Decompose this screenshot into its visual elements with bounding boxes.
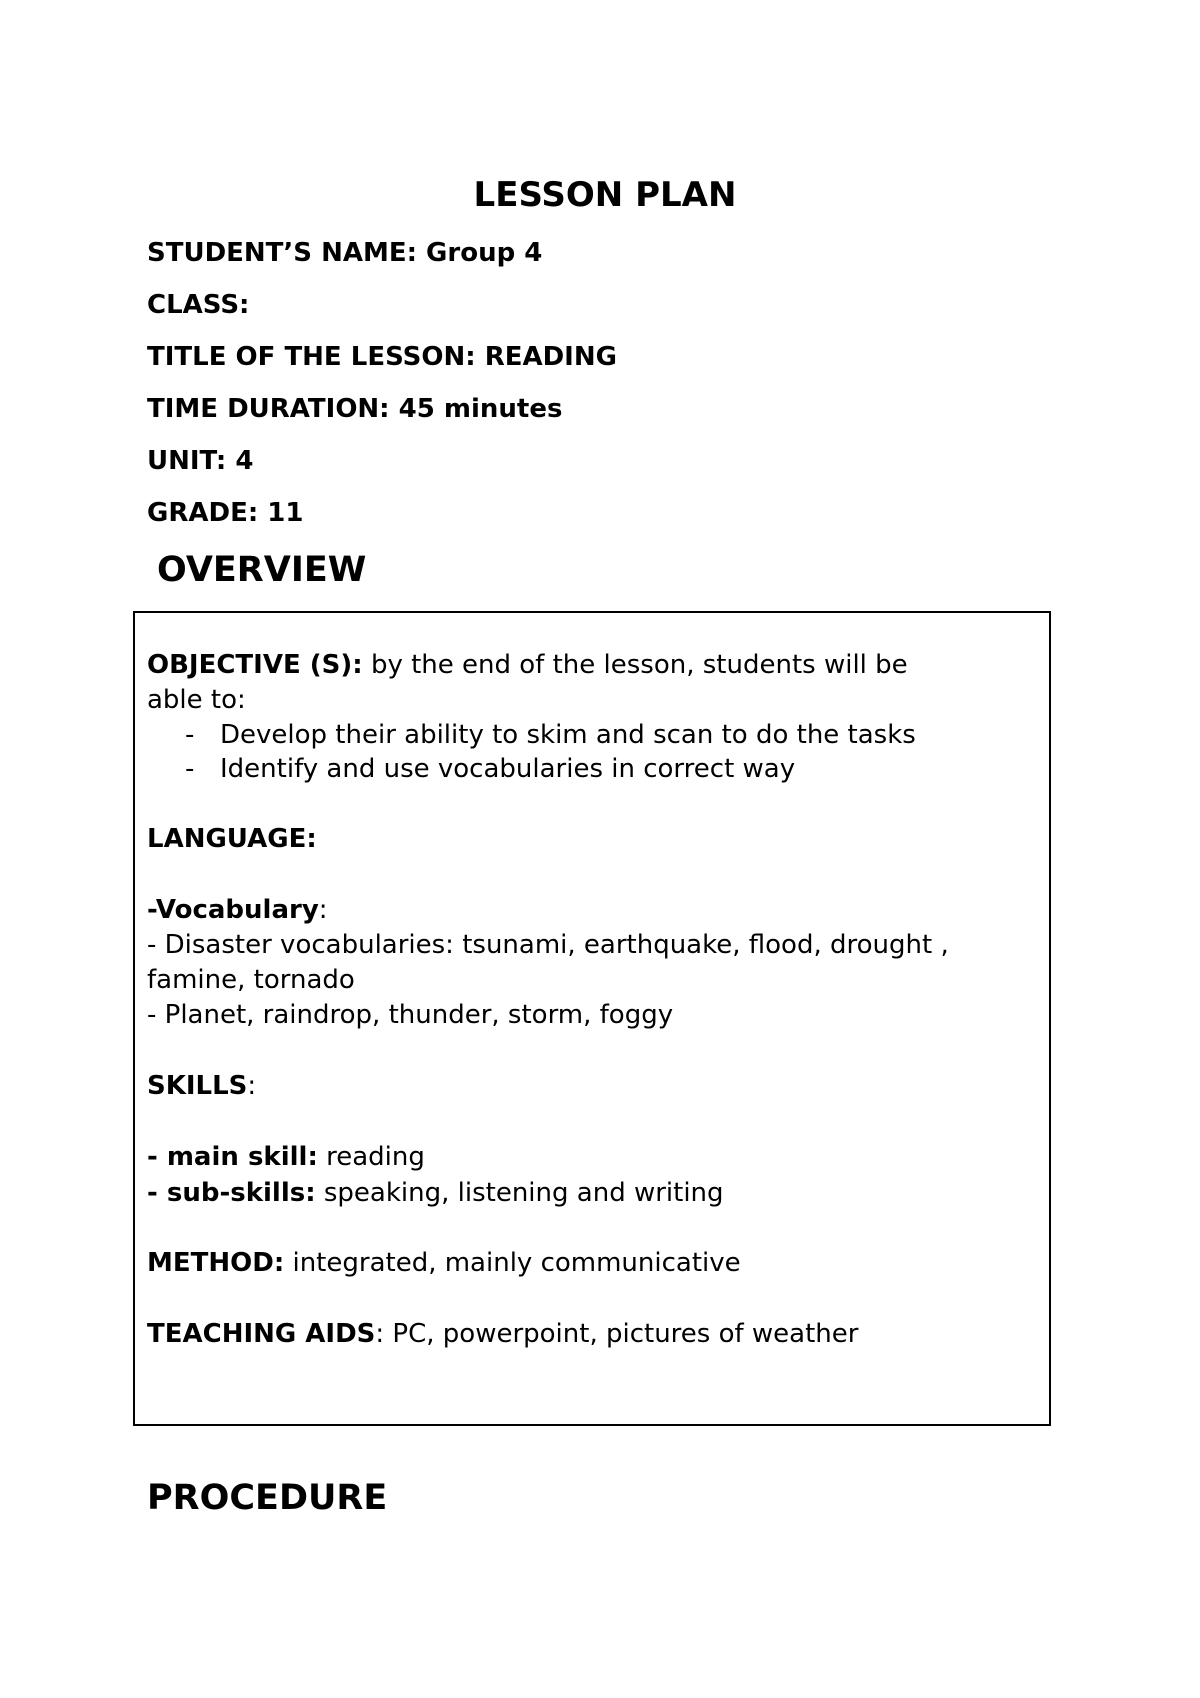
student-name-line [147, 236, 542, 270]
teaching-aids-line [147, 1317, 858, 1351]
overview-heading: OVERVIEW [157, 550, 367, 590]
objective-intro: by the end of the lesson, students will be [370, 650, 908, 680]
teaching-aids-label: TEACHING AIDS [147, 1319, 376, 1349]
unit-label: UNIT: [147, 446, 227, 476]
procedure-heading: PROCEDURE [147, 1478, 388, 1518]
vocabulary-heading [147, 893, 328, 927]
class-label: CLASS: [147, 290, 250, 320]
student-name-label: STUDENT’S NAME: [147, 238, 417, 268]
duration-label: TIME DURATION: [147, 394, 390, 424]
objective-label: OBJECTIVE (S): [147, 650, 363, 680]
vocab-line-1-cont: famine, tornado [147, 965, 355, 995]
vocab-line-2: - Planet, raindrop, thunder, storm, foggy [147, 1000, 674, 1030]
teaching-aids-value: : PC, powerpoint, pictures of weather [375, 1319, 859, 1349]
main-skill-label: - main skill: [147, 1142, 318, 1172]
duration-line [147, 392, 562, 426]
method-line [147, 1246, 741, 1280]
student-name-value: Group 4 [426, 238, 543, 268]
lesson-title-value: READING [484, 342, 617, 372]
sub-skills-value: speaking, listening and writing [323, 1178, 724, 1208]
method-value: integrated, mainly communicative [292, 1248, 741, 1278]
sub-skills-label: - sub-skills: [147, 1178, 316, 1208]
page-title: LESSON PLAN [473, 175, 737, 215]
skills-colon: : [247, 1071, 257, 1101]
grade-label: GRADE: [147, 498, 259, 528]
vocabulary-label: -Vocabulary [147, 895, 319, 925]
method-label: METHOD: [147, 1248, 285, 1278]
main-skill-value: reading [326, 1142, 425, 1172]
language-label-text: LANGUAGE: [147, 824, 317, 854]
objective-line [147, 648, 908, 682]
objective-item: Develop their ability to skim and scan to do the tasks [220, 720, 916, 750]
grade-line [147, 496, 303, 530]
unit-line [147, 444, 253, 478]
class-line [147, 288, 249, 322]
vocab-line-1: - Disaster vocabularies: tsunami, earthquake, flood, drought , [147, 930, 949, 960]
bullet-marker: - [185, 754, 195, 784]
bullet-marker: - [185, 720, 195, 750]
skills-heading [147, 1069, 256, 1103]
lesson-title-label: TITLE OF THE LESSON: [147, 342, 476, 372]
objective-intro-cont: able to: [147, 685, 246, 715]
lesson-title-line [147, 340, 617, 374]
skills-label: SKILLS [147, 1071, 248, 1101]
main-skill-line [147, 1140, 425, 1174]
sub-skills-line [147, 1176, 724, 1210]
vocabulary-colon: : [318, 895, 328, 925]
language-label [147, 822, 317, 856]
unit-value: 4 [235, 446, 254, 476]
grade-value: 11 [267, 498, 304, 528]
objective-item: Identify and use vocabularies in correct way [220, 754, 796, 784]
duration-value: 45 minutes [398, 394, 563, 424]
